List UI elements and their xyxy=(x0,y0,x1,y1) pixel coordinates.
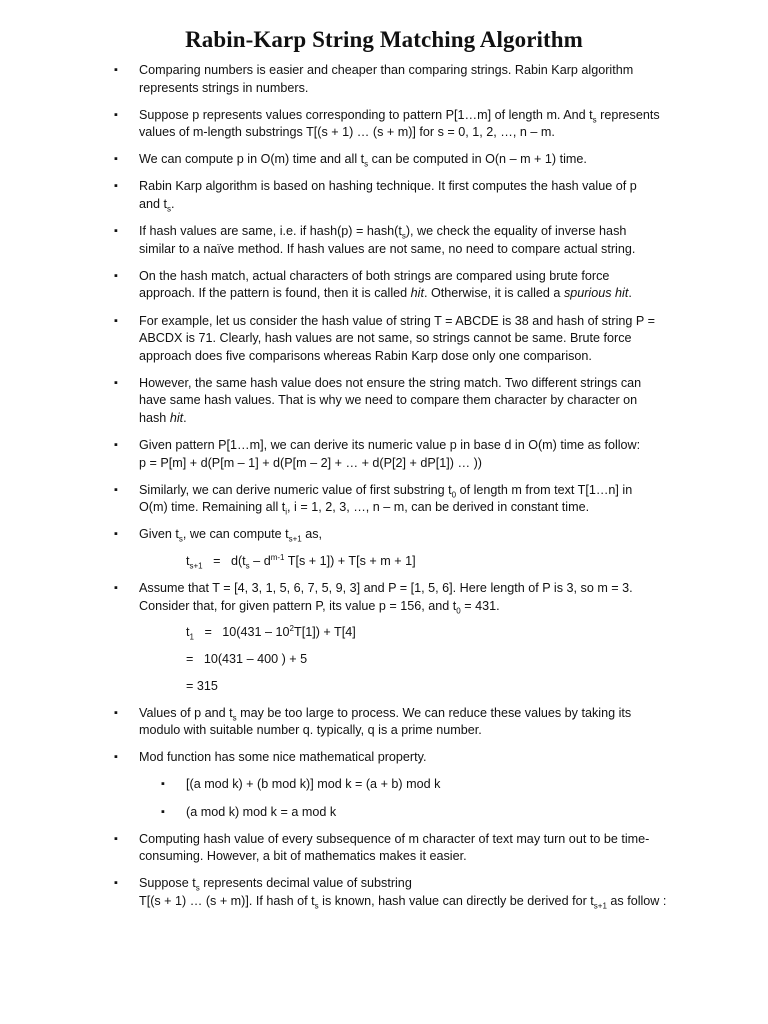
list-item xyxy=(0,178,679,213)
text-line: Computing hash value of every subsequence of m character of text may turn out to be time- xyxy=(139,831,650,846)
bullet-list xyxy=(0,62,768,920)
list-item xyxy=(0,107,679,142)
list-item xyxy=(0,375,679,428)
bullet-marker: ▪ xyxy=(114,108,118,121)
text-line: similar to a naïve method. If hash values are not same, no need to compare actual string. xyxy=(139,241,636,256)
list-item xyxy=(0,526,679,570)
equation-line: $t_{s+1} = d(t_s - d^{m-1}$ T[s + 1]) + T[s + m + 1] xyxy=(186,552,416,571)
text-line: hash hit. xyxy=(139,411,187,425)
bullet-marker: ▪ xyxy=(114,153,118,166)
text-line: We can compute p in O(m) time and all $t_s$ can be computed in O(n – m + 1) time. xyxy=(139,152,587,169)
text-line: Suppose p represents values corresponding to pattern P[1…m] of length m. And $t_s$ represents xyxy=(139,107,660,125)
text-line: Given $t_s$, we can compute $t_{s+1}$ as, xyxy=(139,527,323,544)
text-line: Mod function has some nice mathematical property. xyxy=(139,750,427,765)
bullet-marker: ▪ xyxy=(114,483,118,496)
bullet-marker: ▪ xyxy=(114,269,118,282)
bullet-marker: ▪ xyxy=(114,180,118,193)
text-line: approach does five comparisons whereas Rabin Karp dose only one comparison. xyxy=(139,348,592,363)
text-line: O(m) time. Remaining all $t_i$, i = 1, 2, 3, …, n – m, can be derived in constant time. xyxy=(139,500,590,517)
text-line: T[(s + 1) … (s + m)]. If hash of $t_s$ is known, hash value can directly be derived for $t_{s+1}$ as follow : xyxy=(139,893,667,911)
text-line: values of m-length substrings T[(s + 1) … (s + m)] for s = 0, 1, 2, …, n – m. xyxy=(139,125,555,140)
list-item xyxy=(0,749,679,767)
list-item xyxy=(0,268,679,303)
text-line: ABCDX is 71. Clearly, hash values are not same, so strings cannot be same. Brute force xyxy=(139,331,632,346)
bullet-marker: ▪ xyxy=(114,376,118,389)
text-line: and $t_s$. xyxy=(139,197,175,214)
list-item xyxy=(0,482,679,517)
text-line: (a mod k) mod k = a mod k xyxy=(186,804,337,819)
bullet-marker: ▪ xyxy=(114,877,118,890)
text-line: Given pattern P[1…m], we can derive its numeric value p in base d in O(m) time as follow: xyxy=(139,438,641,453)
text-line: On the hash match, actual characters of both strings are compared using brute force xyxy=(139,268,610,283)
bullet-marker: ▪ xyxy=(114,832,118,845)
bullet-marker: ▪ xyxy=(114,225,118,238)
sub-list-item xyxy=(0,804,726,822)
text-line: Consider that, for given pattern P, its value p = 156, and $t_0 = 431$. xyxy=(139,598,500,616)
text-line: Suppose $t_s$ represents decimal value of substring xyxy=(139,876,412,893)
list-item xyxy=(0,437,679,472)
text-line: However, the same hash value does not ensure the string match. Two different strings can xyxy=(139,375,642,390)
bullet-marker: ▪ xyxy=(114,582,118,595)
bullet-marker: ▪ xyxy=(114,706,118,719)
list-item xyxy=(0,62,679,97)
text-line: Values of p and $t_s$ may be too large to process. We can reduce these values by taking its xyxy=(139,705,632,723)
sub-list-item xyxy=(0,776,726,794)
text-line: If hash values are same, i.e. if hash(p) = $hash(t_s)$, we check the equality of inverse hash xyxy=(139,224,627,241)
list-item xyxy=(0,831,679,866)
text-line: p = P[m] + d(P[m – 1] + d(P[m – 2] + … + d(P[2] + dP[1]) … )) xyxy=(139,455,482,470)
equation-line: = 10(431 – 400 ) + 5 xyxy=(186,651,308,666)
bullet-marker: ▪ xyxy=(114,439,118,452)
page-title: Rabin-Karp String Matching Algorithm xyxy=(185,27,583,52)
bullet-marker: ▪ xyxy=(114,528,118,541)
bullet-marker: ▪ xyxy=(161,805,165,818)
bullet-marker: ▪ xyxy=(161,778,165,791)
equation-line: = 315 xyxy=(186,678,218,693)
equation-line: $t_1 = 10(431 - 10^2T[1]) + T[4]$ xyxy=(186,624,356,642)
text-line: Assume that T = [4, 3, 1, 5, 6, 7, 5, 9, 3] and P = [1, 5, 6]. Here length of P is 3, so m = 3. xyxy=(139,581,633,596)
bullet-marker: ▪ xyxy=(114,64,118,76)
text-line: Similarly, we can derive numeric value of first substring $t_0$ of length m from text T[1…n] in xyxy=(139,482,633,500)
text-line: [(a mod k) + (b mod k)] mod k = (a + b) mod k xyxy=(186,777,441,792)
text-line: consuming. However, a bit of mathematics makes it easier. xyxy=(139,849,467,864)
list-item xyxy=(0,223,679,258)
text-line: have same hash values. That is why we need to compare them character by character on xyxy=(139,393,638,408)
text-line: modulo with suitable number q. typically, q is a prime number. xyxy=(139,723,482,738)
text-line: For example, let us consider the hash value of string T = ABCDE is 38 and hash of string P = xyxy=(139,313,655,328)
list-item xyxy=(0,313,679,366)
bullet-marker: ▪ xyxy=(114,751,118,764)
list-item xyxy=(0,580,679,695)
list-item xyxy=(0,705,679,740)
text-line: Rabin Karp algorithm is based on hashing technique. It first computes the hash value of p xyxy=(139,179,637,194)
list-item xyxy=(0,151,679,169)
text-line: represents strings in numbers. xyxy=(139,80,309,95)
text-line: Comparing numbers is easier and cheaper than comparing strings. Rabin Karp algorithm xyxy=(139,63,634,77)
list-item xyxy=(0,875,679,910)
text-line: approach. If the pattern is found, then it is called hit. Otherwise, it is called a spurious hit. xyxy=(139,286,632,301)
bullet-marker: ▪ xyxy=(114,314,118,327)
